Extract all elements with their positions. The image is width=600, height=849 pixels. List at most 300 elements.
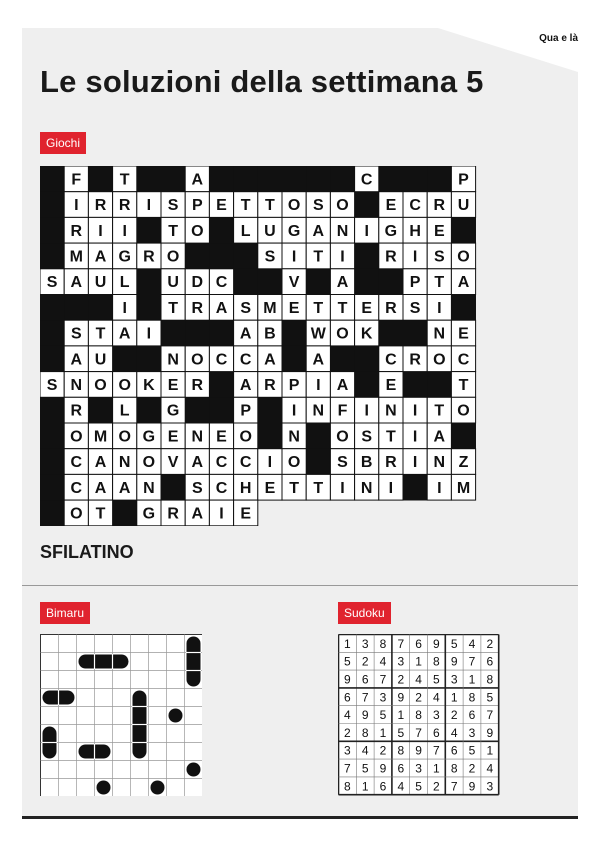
bimaru-ship	[43, 690, 75, 705]
crossword-black-cell	[137, 346, 162, 372]
crossword-letter: C	[457, 351, 470, 369]
crossword-black-cell	[137, 295, 162, 321]
crossword-black-cell	[40, 423, 65, 449]
crossword-letter: O	[239, 428, 252, 446]
sudoku-number: 3	[415, 761, 422, 776]
crossword-letter: T	[458, 376, 469, 394]
crossword-letter: M	[263, 299, 277, 317]
sudoku-number: 5	[397, 725, 405, 740]
crossword-letter: B	[264, 325, 276, 343]
crossword-letter: R	[167, 505, 179, 523]
bimaru-ship	[79, 654, 129, 669]
crossword-black-cell	[161, 474, 186, 500]
crossword-letter: A	[336, 376, 349, 394]
sudoku-number: 4	[486, 761, 494, 776]
sudoku-number: 1	[468, 672, 476, 687]
sudoku-number: 3	[344, 743, 351, 758]
sudoku-number: 7	[344, 761, 351, 776]
sudoku-number: 5	[486, 690, 494, 705]
crossword-black-cell	[137, 217, 162, 243]
crossword-black-cell	[113, 500, 138, 526]
crossword-letter: F	[71, 171, 82, 189]
sudoku-number: 8	[415, 708, 422, 723]
sudoku-number: 8	[361, 725, 369, 740]
crossword-black-cell	[64, 295, 89, 321]
crossword-black-cell	[403, 372, 428, 398]
crossword-black-cell	[209, 397, 234, 423]
crossword-black-cell	[40, 474, 65, 500]
crossword-letter: E	[385, 197, 397, 215]
crossword-letter: R	[433, 197, 446, 215]
crossword-letter: T	[386, 428, 396, 446]
crossword-solution-word: SFILATINO	[40, 542, 134, 562]
crossword-letter: A	[94, 479, 107, 497]
sudoku-number: 9	[344, 672, 351, 687]
crossword-letter: T	[434, 274, 445, 292]
sudoku-number: 1	[361, 779, 369, 794]
crossword-letter: O	[118, 376, 131, 394]
bimaru-ship	[79, 744, 111, 759]
crossword-black-cell	[355, 243, 380, 269]
bimaru-ship	[186, 637, 201, 687]
crossword-letter: O	[433, 351, 446, 369]
crossword-letter: U	[264, 222, 276, 240]
crossword-letter: O	[287, 454, 301, 472]
crossword-letter: M	[456, 479, 471, 497]
crossword-letter: B	[360, 454, 373, 472]
crossword-letter: A	[191, 505, 204, 523]
crossword-letter: S	[312, 197, 324, 215]
sudoku-number: 4	[397, 779, 405, 794]
crossword-black-cell	[40, 500, 65, 526]
crossword-letter: U	[94, 274, 107, 292]
crossword-black-cell	[306, 423, 331, 449]
crossword-black-cell	[355, 346, 380, 372]
crossword-black-cell	[379, 320, 404, 346]
crossword-letter: S	[46, 376, 58, 394]
sudoku-number: 9	[415, 743, 422, 758]
sudoku-number: 8	[379, 636, 387, 651]
section-divider	[22, 585, 578, 586]
crossword-letter: O	[457, 248, 470, 266]
crossword-letter: O	[287, 197, 301, 215]
crossword-black-cell	[258, 166, 283, 192]
crossword-letter: O	[70, 505, 83, 523]
crossword-letter: C	[409, 197, 421, 215]
sudoku-number: 1	[450, 690, 458, 705]
sudoku-number: 7	[379, 672, 387, 687]
crossword-black-cell	[258, 397, 283, 423]
bimaru-ship-submarine	[97, 781, 111, 795]
crossword-letter: S	[240, 299, 252, 317]
crossword-letter: A	[94, 454, 107, 472]
crossword-letter: P	[458, 171, 469, 189]
sudoku-number: 5	[361, 761, 369, 776]
bimaru-ship	[42, 727, 57, 759]
sudoku-number: 6	[433, 725, 440, 740]
crossword-black-cell	[40, 346, 65, 372]
crossword-black-cell	[355, 192, 380, 218]
crossword-black-cell	[88, 295, 113, 321]
crossword-black-cell	[379, 269, 404, 295]
crossword-letter: T	[95, 505, 106, 523]
crossword-letter: A	[118, 479, 131, 497]
crossword-black-cell	[282, 166, 307, 192]
crossword-letter: I	[219, 505, 224, 523]
crossword-letter: C	[215, 351, 228, 369]
sudoku-number: 7	[468, 654, 476, 669]
crossword-letter: T	[168, 222, 178, 240]
crossword-letter: A	[239, 325, 252, 343]
crossword-letter: E	[264, 479, 276, 497]
crossword-black-cell	[282, 346, 307, 372]
sudoku-number: 1	[486, 743, 494, 758]
crossword-letter: P	[409, 274, 421, 292]
sudoku-number: 1	[433, 761, 440, 776]
sudoku-number: 8	[397, 743, 405, 758]
crossword-letter: U	[167, 274, 179, 292]
crossword-black-cell	[88, 166, 113, 192]
sudoku-number: 1	[397, 708, 405, 723]
crossword-letter: I	[412, 402, 418, 420]
bimaru-grid	[40, 634, 202, 796]
crossword-letter: I	[437, 479, 442, 497]
crossword-letter: P	[288, 376, 300, 394]
crossword-letter: P	[240, 402, 252, 420]
crossword-letter: M	[69, 248, 83, 266]
crossword-letter: I	[364, 402, 369, 420]
crossword-letter: I	[412, 454, 418, 472]
sudoku-number: 5	[433, 672, 440, 687]
crossword-letter: E	[216, 197, 227, 215]
crossword-black-cell	[209, 243, 234, 269]
crossword-letter: S	[337, 454, 348, 472]
crossword-letter: N	[118, 454, 131, 472]
crossword-black-cell	[88, 397, 113, 423]
crossword-letter: G	[142, 505, 156, 523]
sudoku-number: 3	[397, 654, 405, 669]
crossword-black-cell	[161, 166, 186, 192]
crossword-letter: R	[191, 299, 204, 317]
crossword-letter: A	[312, 222, 325, 240]
sudoku-number: 8	[433, 654, 440, 669]
crossword-letter: N	[312, 402, 325, 420]
sudoku-number: 4	[361, 743, 369, 758]
crossword-black-cell	[185, 397, 210, 423]
crossword-letter: I	[146, 197, 152, 215]
sudoku-number: 5	[450, 636, 458, 651]
crossword-black-cell	[234, 166, 259, 192]
crossword-black-cell	[355, 269, 380, 295]
sudoku-number: 6	[486, 654, 494, 669]
sudoku-number: 3	[433, 708, 440, 723]
crossword-black-cell	[451, 295, 476, 321]
crossword-black-cell	[113, 346, 138, 372]
crossword-letter: R	[94, 197, 107, 215]
crossword-black-cell	[209, 320, 234, 346]
bimaru-ship-submarine	[151, 781, 165, 795]
crossword-letter: T	[289, 479, 299, 497]
crossword-letter: E	[288, 299, 300, 317]
sudoku-number: 7	[433, 743, 440, 758]
crossword-letter: I	[98, 222, 103, 240]
sudoku-number: 1	[415, 654, 422, 669]
crossword-letter: O	[118, 428, 131, 446]
crossword-letter: E	[216, 428, 227, 446]
crossword-black-cell	[40, 217, 65, 243]
crossword-letter: I	[412, 428, 418, 446]
sudoku-number: 3	[468, 725, 476, 740]
page-title: Le soluzioni della settimana 5	[40, 64, 484, 99]
crossword-letter: L	[119, 402, 130, 420]
sudoku-number: 2	[415, 690, 422, 705]
crossword-letter: O	[142, 454, 156, 472]
crossword-letter: T	[313, 248, 324, 266]
crossword-letter: P	[191, 197, 203, 215]
crossword-letter: C	[215, 454, 228, 472]
crossword-letter: T	[95, 325, 106, 343]
crossword-letter: T	[337, 299, 348, 317]
crossword-letter: E	[433, 222, 445, 240]
sudoku-number: 2	[486, 636, 494, 651]
sudoku-number: 4	[468, 636, 476, 651]
sudoku-number: 9	[450, 654, 458, 669]
crossword-black-cell	[40, 192, 65, 218]
sudoku-number: 2	[361, 654, 369, 669]
crossword-letter: T	[313, 299, 324, 317]
crossword-letter: I	[291, 402, 297, 420]
crossword-black-cell	[40, 449, 65, 475]
sudoku-number: 7	[397, 636, 405, 651]
sudoku-number: 7	[450, 779, 458, 794]
crossword-letter: E	[167, 376, 179, 394]
sudoku-number: 4	[415, 672, 422, 687]
crossword-letter: S	[70, 325, 82, 343]
crossword-letter: O	[336, 428, 349, 446]
crossword-letter: N	[360, 479, 373, 497]
crossword-letter: G	[384, 222, 398, 240]
crossword-black-cell	[234, 243, 259, 269]
crossword-letter: C	[239, 454, 252, 472]
sudoku-grid	[338, 634, 500, 796]
sudoku-tag: Sudoku	[338, 602, 391, 624]
crossword-letter: T	[265, 197, 275, 215]
crossword-letter: T	[434, 402, 445, 420]
bimaru-ship-body	[79, 655, 129, 669]
crossword-letter: O	[70, 428, 83, 446]
crossword-letter: A	[433, 428, 446, 446]
crossword-letter: I	[122, 222, 127, 240]
crossword-black-cell	[403, 474, 428, 500]
crossword-letter: A	[215, 299, 228, 317]
crossword-letter: A	[336, 274, 349, 292]
crossword-letter: I	[388, 479, 394, 497]
sudoku-number: 9	[361, 708, 369, 723]
crossword-black-cell	[137, 166, 162, 192]
sudoku-number: 2	[450, 708, 458, 723]
crossword-black-cell	[40, 243, 65, 269]
crossword-letter: A	[239, 376, 252, 394]
crossword-letter: A	[94, 248, 107, 266]
crossword-black-cell	[209, 372, 234, 398]
crossword-black-cell	[209, 217, 234, 243]
crossword-black-cell	[306, 269, 331, 295]
crossword-black-cell	[40, 166, 65, 192]
sudoku-number: 6	[397, 761, 405, 776]
sudoku-number: 7	[415, 725, 422, 740]
crossword-letter: E	[361, 299, 373, 317]
crossword-letter: K	[143, 376, 155, 394]
crossword-letter: A	[191, 171, 204, 189]
crossword-letter: T	[119, 171, 130, 189]
sudoku-number: 8	[450, 761, 458, 776]
sudoku-number: 1	[344, 636, 351, 651]
bimaru-tag: Bimaru	[40, 602, 90, 624]
crossword-letter: N	[433, 325, 446, 343]
crossword-black-cell	[427, 372, 452, 398]
sudoku-number: 4	[379, 654, 387, 669]
crossword-letter: A	[70, 351, 83, 369]
crossword-letter: N	[70, 376, 83, 394]
crossword-letter: R	[143, 248, 155, 266]
bimaru-ship-submarine	[187, 763, 201, 777]
crossword-letter: C	[360, 171, 373, 189]
crossword-letter: U	[94, 351, 107, 369]
crossword-letter: O	[336, 325, 349, 343]
crossword-letter: Z	[458, 454, 469, 472]
sudoku-number: 5	[344, 654, 351, 669]
crossword-letter: I	[364, 222, 369, 240]
crossword-black-cell	[234, 269, 259, 295]
sudoku-number: 6	[415, 636, 422, 651]
crossword-letter: G	[118, 248, 131, 266]
sudoku-number: 9	[468, 779, 476, 794]
crossword-letter: S	[433, 248, 445, 266]
crossword-letter: N	[143, 479, 155, 497]
sudoku-number: 3	[361, 636, 369, 651]
crossword-letter: A	[70, 274, 83, 292]
crossword-black-cell	[306, 166, 331, 192]
crossword-black-cell	[185, 320, 210, 346]
bimaru-ship-submarine	[169, 709, 183, 723]
crossword-letter: O	[166, 248, 180, 266]
crossword-letter: W	[310, 325, 326, 343]
crossword-letter: N	[167, 351, 179, 369]
crossword-black-cell	[427, 166, 452, 192]
crossword-black-cell	[185, 243, 210, 269]
crossword-letter: C	[70, 454, 83, 472]
crossword-letter: N	[288, 428, 300, 446]
crossword-black-cell	[137, 269, 162, 295]
crossword-letter: O	[336, 197, 349, 215]
crossword-letter: E	[167, 428, 179, 446]
crossword-letter: L	[119, 274, 130, 292]
crossword-letter: A	[191, 454, 204, 472]
crossword-letter: I	[74, 197, 79, 215]
crossword-letter: M	[93, 428, 108, 446]
crossword-letter: O	[191, 222, 204, 240]
crossword-black-cell	[403, 166, 428, 192]
sudoku-number: 4	[344, 708, 351, 723]
crossword-black-cell	[40, 295, 65, 321]
crossword-letter: K	[360, 325, 373, 343]
crossword-letter: S	[409, 299, 421, 317]
sudoku-number: 6	[344, 690, 351, 705]
crossword-black-cell	[451, 217, 476, 243]
crossword-letter: C	[215, 479, 228, 497]
crossword-letter: S	[264, 248, 276, 266]
sudoku-number: 8	[468, 690, 476, 705]
crossword-black-cell	[40, 397, 65, 423]
crossword-letter: N	[336, 222, 349, 240]
sudoku-number: 2	[397, 672, 405, 687]
sudoku-number: 6	[450, 743, 458, 758]
crossword-letter: V	[167, 454, 179, 472]
sudoku-number: 1	[379, 725, 387, 740]
crossword-letter: E	[458, 325, 469, 343]
crossword-letter: C	[70, 479, 83, 497]
crossword-black-cell	[306, 449, 331, 475]
crossword-letter: T	[313, 479, 324, 497]
crossword-letter: R	[409, 351, 421, 369]
sudoku-number: 9	[397, 690, 405, 705]
crossword-letter: R	[70, 402, 83, 420]
sudoku-number: 9	[486, 725, 494, 740]
crossword-letter: I	[340, 248, 345, 266]
crossword-letter: A	[457, 274, 470, 292]
crossword-letter: G	[287, 222, 301, 240]
sudoku-number: 6	[379, 779, 387, 794]
crossword-letter: G	[166, 402, 180, 420]
crossword-letter: S	[361, 428, 373, 446]
crossword-letter: C	[385, 351, 397, 369]
crossword-letter: R	[385, 248, 397, 266]
crossword-letter: S	[191, 479, 203, 497]
crossword-black-cell	[40, 320, 65, 346]
crossword-letter: R	[264, 376, 276, 394]
sudoku-number: 5	[379, 708, 387, 723]
crossword-letter: S	[46, 274, 58, 292]
crossword-black-cell	[355, 372, 380, 398]
crossword-letter: U	[457, 197, 470, 215]
sudoku-number: 2	[433, 779, 440, 794]
crossword-letter: I	[412, 248, 418, 266]
crossword-letter: T	[168, 299, 178, 317]
crossword-black-cell	[209, 166, 234, 192]
crossword-letter: F	[337, 402, 348, 420]
crossword-letter: I	[267, 454, 273, 472]
crossword-black-cell	[258, 269, 283, 295]
crossword-letter: I	[316, 376, 321, 394]
crossword-letter: R	[70, 222, 83, 240]
crossword-letter: I	[291, 248, 297, 266]
giochi-tag: Giochi	[40, 132, 86, 154]
crossword-letter: N	[385, 402, 397, 420]
sudoku-number: 7	[486, 708, 494, 723]
crossword-letter: I	[122, 299, 127, 317]
section-label: Qua e là	[539, 33, 578, 44]
crossword-black-cell	[161, 320, 186, 346]
sudoku-number: 5	[468, 743, 476, 758]
bottom-rule	[22, 816, 578, 819]
crossword-letter: N	[433, 454, 446, 472]
crossword-letter: O	[191, 351, 204, 369]
crossword-letter: G	[142, 428, 156, 446]
crossword-black-cell	[330, 166, 355, 192]
crossword-letter: O	[457, 402, 470, 420]
crossword-letter: R	[385, 299, 397, 317]
crossword-black-cell	[282, 320, 307, 346]
